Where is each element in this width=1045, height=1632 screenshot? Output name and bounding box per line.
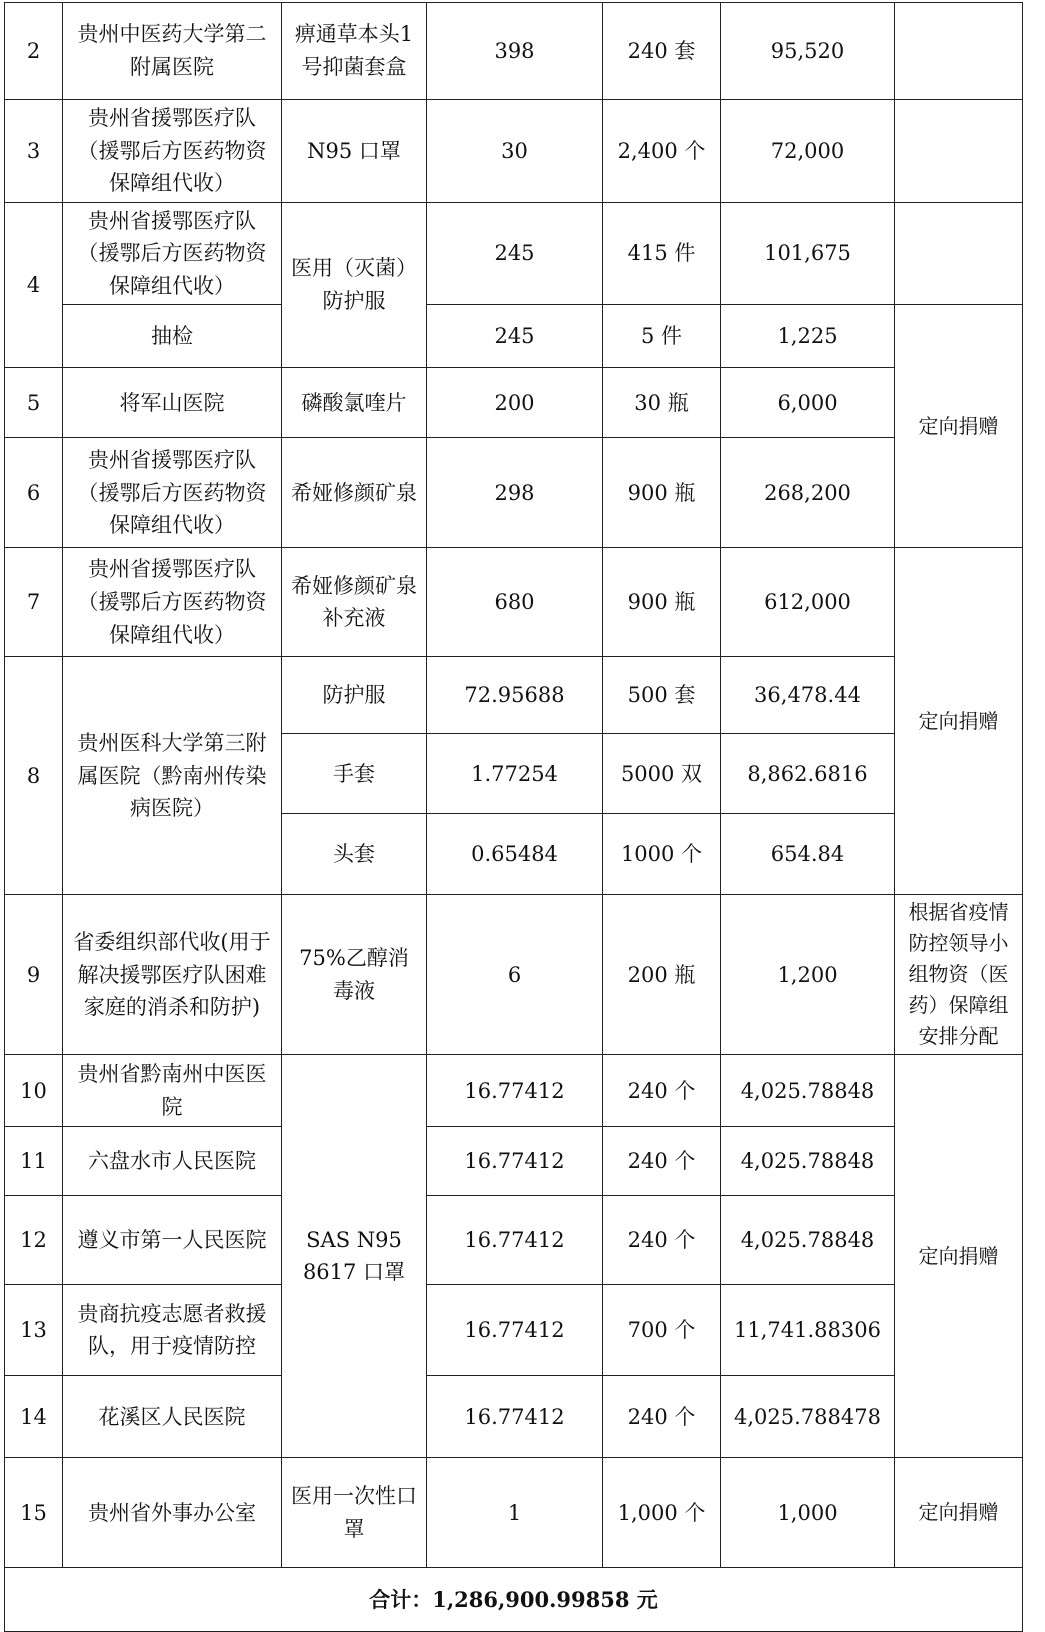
unit-price-cell: 398 bbox=[427, 3, 603, 100]
table-row bbox=[5, 1285, 1023, 1376]
amount-cell: 4,025.78848 bbox=[721, 1055, 895, 1127]
amount-cell: 11,741.88306 bbox=[721, 1285, 895, 1376]
remark-cell bbox=[895, 3, 1023, 100]
row-number: 5 bbox=[5, 368, 63, 438]
remark-cell: 定向捐赠 bbox=[895, 548, 1023, 895]
recipient-cell: 遵义市第一人民医院 bbox=[63, 1196, 282, 1285]
table-row bbox=[5, 100, 1023, 203]
row-number: 8 bbox=[5, 657, 63, 895]
amount-cell: 95,520 bbox=[721, 3, 895, 100]
unit-price-cell: 298 bbox=[427, 438, 603, 548]
quantity-cell: 30 瓶 bbox=[603, 368, 721, 438]
quantity-cell: 5000 双 bbox=[603, 734, 721, 814]
unit-price-cell: 1.77254 bbox=[427, 734, 603, 814]
recipient-cell: 贵州省黔南州中医医院 bbox=[63, 1055, 282, 1127]
row-number: 12 bbox=[5, 1196, 63, 1285]
unit-price-cell: 245 bbox=[427, 305, 603, 368]
item-cell: 75%乙醇消毒液 bbox=[282, 895, 427, 1055]
remark-cell bbox=[895, 202, 1023, 305]
unit-price-cell: 16.77412 bbox=[427, 1285, 603, 1376]
item-cell: 防护服 bbox=[282, 657, 427, 734]
table-row bbox=[5, 1376, 1023, 1458]
table-row bbox=[5, 305, 1023, 368]
amount-cell: 8,862.6816 bbox=[721, 734, 895, 814]
row-number: 11 bbox=[5, 1127, 63, 1196]
recipient-cell: 贵州医科大学第三附属医院（黔南州传染病医院） bbox=[63, 657, 282, 895]
unit-price-cell: 0.65484 bbox=[427, 814, 603, 895]
item-cell: 医用（灭菌）防护服 bbox=[282, 202, 427, 368]
item-cell: 手套 bbox=[282, 734, 427, 814]
remark-cell: 根据省疫情防控领导小组物资（医药）保障组安排分配 bbox=[895, 895, 1023, 1055]
item-cell: 希娅修颜矿泉补充液 bbox=[282, 548, 427, 657]
quantity-cell: 200 瓶 bbox=[603, 895, 721, 1055]
amount-cell: 268,200 bbox=[721, 438, 895, 548]
remark-cell: 定向捐赠 bbox=[895, 1055, 1023, 1458]
unit-price-cell: 245 bbox=[427, 202, 603, 305]
recipient-cell: 抽检 bbox=[63, 305, 282, 368]
amount-cell: 1,000 bbox=[721, 1458, 895, 1568]
row-number: 15 bbox=[5, 1458, 63, 1568]
remark-cell: 定向捐赠 bbox=[895, 305, 1023, 548]
unit-price-cell: 16.77412 bbox=[427, 1196, 603, 1285]
quantity-cell: 5 件 bbox=[603, 305, 721, 368]
unit-price-cell: 680 bbox=[427, 548, 603, 657]
quantity-cell: 240 个 bbox=[603, 1127, 721, 1196]
unit-price-cell: 16.77412 bbox=[427, 1127, 603, 1196]
row-number: 2 bbox=[5, 3, 63, 100]
grand-total: 合计：1,286,900.99858 元 bbox=[5, 1568, 1023, 1632]
recipient-cell: 贵州省援鄂医疗队（援鄂后方医药物资保障组代收） bbox=[63, 100, 282, 203]
quantity-cell: 900 瓶 bbox=[603, 438, 721, 548]
quantity-cell: 1000 个 bbox=[603, 814, 721, 895]
quantity-cell: 240 个 bbox=[603, 1376, 721, 1458]
remark-cell: 定向捐赠 bbox=[895, 1458, 1023, 1568]
amount-cell: 654.84 bbox=[721, 814, 895, 895]
unit-price-cell: 30 bbox=[427, 100, 603, 203]
quantity-cell: 2,400 个 bbox=[603, 100, 721, 203]
recipient-cell: 贵州省外事办公室 bbox=[63, 1458, 282, 1568]
quantity-cell: 240 套 bbox=[603, 3, 721, 100]
table-row bbox=[5, 895, 1023, 1055]
unit-price-cell: 16.77412 bbox=[427, 1055, 603, 1127]
quantity-cell: 240 个 bbox=[603, 1055, 721, 1127]
table-row bbox=[5, 1196, 1023, 1285]
amount-cell: 4,025.78848 bbox=[721, 1127, 895, 1196]
remark-cell bbox=[895, 100, 1023, 203]
item-cell: 磷酸氯喹片 bbox=[282, 368, 427, 438]
table-row bbox=[5, 1127, 1023, 1196]
row-number: 3 bbox=[5, 100, 63, 203]
row-number: 6 bbox=[5, 438, 63, 548]
unit-price-cell: 72.95688 bbox=[427, 657, 603, 734]
recipient-cell: 贵州省援鄂医疗队（援鄂后方医药物资保障组代收） bbox=[63, 548, 282, 657]
item-cell: 头套 bbox=[282, 814, 427, 895]
unit-price-cell: 16.77412 bbox=[427, 1376, 603, 1458]
quantity-cell: 415 件 bbox=[603, 202, 721, 305]
amount-cell: 4,025.78848 bbox=[721, 1196, 895, 1285]
row-number: 13 bbox=[5, 1285, 63, 1376]
table-row bbox=[5, 1458, 1023, 1568]
amount-cell: 36,478.44 bbox=[721, 657, 895, 734]
donation-table bbox=[4, 2, 1023, 1632]
table-row bbox=[5, 438, 1023, 548]
row-number: 10 bbox=[5, 1055, 63, 1127]
amount-cell: 1,225 bbox=[721, 305, 895, 368]
amount-cell: 101,675 bbox=[721, 202, 895, 305]
item-cell: 希娅修颜矿泉 bbox=[282, 438, 427, 548]
recipient-cell: 将军山医院 bbox=[63, 368, 282, 438]
recipient-cell: 省委组织部代收(用于解决援鄂医疗队困难家庭的消杀和防护) bbox=[63, 895, 282, 1055]
quantity-cell: 1,000 个 bbox=[603, 1458, 721, 1568]
row-number: 14 bbox=[5, 1376, 63, 1458]
table-row bbox=[5, 657, 1023, 734]
row-number: 7 bbox=[5, 548, 63, 657]
recipient-cell: 贵州中医药大学第二附属医院 bbox=[63, 3, 282, 100]
table-row bbox=[5, 368, 1023, 438]
row-number: 9 bbox=[5, 895, 63, 1055]
table-row bbox=[5, 1055, 1023, 1127]
table-row bbox=[5, 548, 1023, 657]
unit-price-cell: 6 bbox=[427, 895, 603, 1055]
quantity-cell: 240 个 bbox=[603, 1196, 721, 1285]
amount-cell: 72,000 bbox=[721, 100, 895, 203]
item-cell: N95 口罩 bbox=[282, 100, 427, 203]
unit-price-cell: 200 bbox=[427, 368, 603, 438]
amount-cell: 612,000 bbox=[721, 548, 895, 657]
item-cell: SAS N95 8617 口罩 bbox=[282, 1055, 427, 1458]
recipient-cell: 贵州省援鄂医疗队（援鄂后方医药物资保障组代收） bbox=[63, 438, 282, 548]
unit-price-cell: 1 bbox=[427, 1458, 603, 1568]
item-cell: 医用一次性口罩 bbox=[282, 1458, 427, 1568]
row-number: 4 bbox=[5, 202, 63, 368]
table-row bbox=[5, 202, 1023, 305]
quantity-cell: 700 个 bbox=[603, 1285, 721, 1376]
recipient-cell: 贵商抗疫志愿者救援队，用于疫情防控 bbox=[63, 1285, 282, 1376]
amount-cell: 4,025.788478 bbox=[721, 1376, 895, 1458]
table-row bbox=[5, 3, 1023, 100]
item-cell: 痹通草本头1号抑菌套盒 bbox=[282, 3, 427, 100]
recipient-cell: 六盘水市人民医院 bbox=[63, 1127, 282, 1196]
recipient-cell: 花溪区人民医院 bbox=[63, 1376, 282, 1458]
amount-cell: 6,000 bbox=[721, 368, 895, 438]
quantity-cell: 900 瓶 bbox=[603, 548, 721, 657]
amount-cell: 1,200 bbox=[721, 895, 895, 1055]
quantity-cell: 500 套 bbox=[603, 657, 721, 734]
recipient-cell: 贵州省援鄂医疗队（援鄂后方医药物资保障组代收） bbox=[63, 202, 282, 305]
